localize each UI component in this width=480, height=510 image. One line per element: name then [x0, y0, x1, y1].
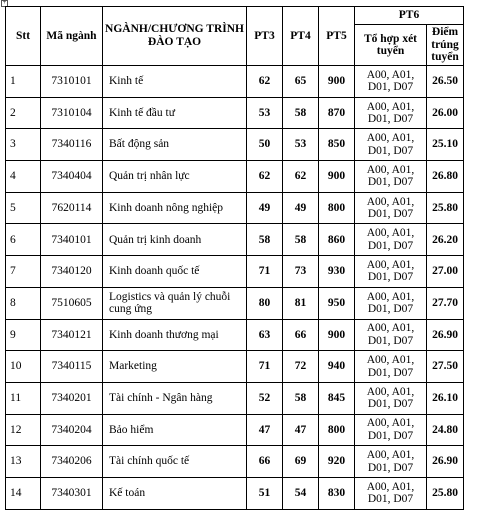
table-row — [6, 287, 464, 319]
row-program — [103, 192, 247, 224]
row-pt3: 49 — [247, 192, 283, 224]
header-combination-line1: Tổ hợp xét — [363, 32, 417, 45]
header-pt5: PT5 — [319, 7, 355, 66]
header-program — [103, 7, 247, 66]
row-pt4: 73 — [283, 256, 319, 288]
row-combination-line1: A00, A01, — [366, 132, 415, 145]
row-stt: 5 — [6, 192, 41, 224]
table-row — [6, 161, 464, 193]
row-combination-line2: D01, D07 — [367, 271, 414, 284]
row-combination-line2: D01, D07 — [367, 493, 414, 506]
row-pt4: 58 — [283, 224, 319, 256]
row-score: 25.80 — [427, 192, 464, 224]
row-pt4: 62 — [283, 161, 319, 193]
row-stt: 12 — [6, 414, 41, 446]
row-combination — [355, 382, 427, 414]
row-code: 7340206 — [41, 446, 103, 478]
row-pt4: 53 — [283, 129, 319, 161]
row-program — [103, 446, 247, 478]
row-program-line1: Marketing — [109, 360, 157, 373]
row-score: 26.80 — [427, 161, 464, 193]
row-pt3: 53 — [247, 97, 283, 129]
row-pt3: 71 — [247, 256, 283, 288]
row-program — [103, 382, 247, 414]
row-score: 25.10 — [427, 129, 464, 161]
header-stt: Stt — [6, 7, 41, 66]
row-program-line1: Kinh doanh quốc tế — [109, 265, 200, 278]
header-score-line2: trúng — [431, 38, 459, 51]
row-combination-line1: A00, A01, — [366, 68, 415, 81]
row-combination — [355, 97, 427, 129]
row-pt4: 72 — [283, 351, 319, 383]
row-pt4: 69 — [283, 446, 319, 478]
row-program-line1: Bất động sản — [109, 138, 170, 151]
table-row — [6, 192, 464, 224]
table-row — [6, 97, 464, 129]
row-pt5: 930 — [319, 256, 355, 288]
header-score-line3: tuyển — [431, 51, 459, 64]
row-pt4: 47 — [283, 414, 319, 446]
row-score: 27.70 — [427, 287, 464, 319]
row-program — [103, 351, 247, 383]
table-row — [6, 446, 464, 478]
row-stt: 1 — [6, 66, 41, 98]
row-code: 7340101 — [41, 224, 103, 256]
table-row — [6, 477, 464, 509]
row-score: 25.80 — [427, 477, 464, 509]
row-combination-line2: D01, D07 — [367, 429, 414, 442]
row-pt3: 66 — [247, 446, 283, 478]
row-program — [103, 287, 247, 319]
row-program-line1: Quản trị kinh doanh — [109, 233, 202, 246]
row-stt: 8 — [6, 287, 41, 319]
row-combination-line2: D01, D07 — [367, 334, 414, 347]
row-program — [103, 129, 247, 161]
header-program-line2: ĐÀO TẠO — [147, 36, 202, 48]
table-row — [6, 129, 464, 161]
row-pt3: 47 — [247, 414, 283, 446]
row-combination — [355, 446, 427, 478]
row-pt3: 50 — [247, 129, 283, 161]
row-code: 7340121 — [41, 319, 103, 351]
row-combination-line2: D01, D07 — [367, 144, 414, 157]
row-stt: 11 — [6, 382, 41, 414]
row-combination — [355, 161, 427, 193]
row-pt3: 80 — [247, 287, 283, 319]
row-program-line1: Kinh doanh nông nghiệp — [109, 201, 224, 214]
row-pt5: 920 — [319, 446, 355, 478]
row-combination-line2: D01, D07 — [367, 113, 414, 126]
row-score: 26.50 — [427, 66, 464, 98]
row-combination — [355, 66, 427, 98]
row-combination-line1: A00, A01, — [366, 290, 415, 303]
row-code: 7310104 — [41, 97, 103, 129]
row-combination-line1: A00, A01, — [366, 258, 415, 271]
row-program — [103, 319, 247, 351]
row-combination-line2: D01, D07 — [367, 366, 414, 379]
row-pt5: 845 — [319, 382, 355, 414]
row-program — [103, 414, 247, 446]
row-code: 7340201 — [41, 382, 103, 414]
header-combination-line2: tuyển — [376, 45, 405, 57]
row-program-line1: Kinh tế — [109, 75, 144, 88]
row-pt4: 66 — [283, 319, 319, 351]
table-move-handle-icon[interactable]: + — [2, 0, 7, 6]
row-pt3: 52 — [247, 382, 283, 414]
row-combination — [355, 477, 427, 509]
row-program-line1: Tài chính - Ngân hàng — [109, 391, 213, 404]
row-combination-line1: A00, A01, — [366, 385, 415, 398]
row-pt5: 870 — [319, 97, 355, 129]
row-program — [103, 97, 247, 129]
row-program — [103, 224, 247, 256]
row-score: 26.90 — [427, 446, 464, 478]
row-pt4: 58 — [283, 382, 319, 414]
row-combination-line1: A00, A01, — [366, 163, 415, 176]
row-score: 24.80 — [427, 414, 464, 446]
row-score: 27.50 — [427, 351, 464, 383]
row-combination-line2: D01, D07 — [367, 461, 414, 474]
row-pt4: 54 — [283, 477, 319, 509]
row-stt: 3 — [6, 129, 41, 161]
row-combination — [355, 414, 427, 446]
row-stt: 7 — [6, 256, 41, 288]
row-stt: 2 — [6, 97, 41, 129]
row-pt4: 65 — [283, 66, 319, 98]
header-program-line1: NGÀNH/CHƯƠNG TRÌNH — [105, 23, 244, 35]
row-pt5: 900 — [319, 319, 355, 351]
row-pt5: 800 — [319, 414, 355, 446]
row-combination-line1: A00, A01, — [366, 322, 415, 335]
row-combination-line1: A00, A01, — [366, 195, 415, 208]
row-score: 26.00 — [427, 97, 464, 129]
row-combination-line1: A00, A01, — [366, 354, 415, 367]
header-pt4: PT4 — [283, 7, 319, 66]
row-pt3: 51 — [247, 477, 283, 509]
row-combination-line1: A00, A01, — [366, 100, 415, 113]
table-row — [6, 256, 464, 288]
row-program-line2: cung ứng — [109, 303, 152, 316]
row-combination — [355, 256, 427, 288]
row-code: 7340115 — [41, 351, 103, 383]
row-code: 7340120 — [41, 256, 103, 288]
row-combination-line1: A00, A01, — [366, 449, 415, 462]
row-code: 7340404 — [41, 161, 103, 193]
row-score: 27.00 — [427, 256, 464, 288]
table-row — [6, 414, 464, 446]
row-program — [103, 161, 247, 193]
row-pt4: 49 — [283, 192, 319, 224]
row-score: 26.90 — [427, 319, 464, 351]
row-pt5: 800 — [319, 192, 355, 224]
header-code: Mã ngành — [41, 7, 103, 66]
row-combination — [355, 224, 427, 256]
row-combination-line1: A00, A01, — [366, 480, 415, 493]
row-program-line1: Kinh tế đầu tư — [109, 106, 175, 119]
table-body — [6, 66, 464, 510]
header-pt6: PT6 — [355, 7, 464, 25]
header-score — [427, 25, 464, 66]
row-stt: 6 — [6, 224, 41, 256]
row-combination-line1: A00, A01, — [366, 227, 415, 240]
row-program — [103, 477, 247, 509]
row-score: 26.20 — [427, 224, 464, 256]
row-pt4: 81 — [283, 287, 319, 319]
row-pt3: 71 — [247, 351, 283, 383]
table-row — [6, 224, 464, 256]
header-combination — [355, 25, 427, 66]
row-pt3: 62 — [247, 161, 283, 193]
row-combination-line2: D01, D07 — [367, 303, 414, 316]
row-pt5: 860 — [319, 224, 355, 256]
row-pt3: 62 — [247, 66, 283, 98]
row-combination — [355, 351, 427, 383]
row-combination-line2: D01, D07 — [367, 81, 414, 94]
row-stt: 4 — [6, 161, 41, 193]
row-combination-line2: D01, D07 — [367, 208, 414, 221]
row-combination — [355, 287, 427, 319]
header-score-line1: Điểm — [431, 26, 459, 39]
row-score: 26.10 — [427, 382, 464, 414]
row-code: 7510605 — [41, 287, 103, 319]
row-pt3: 58 — [247, 224, 283, 256]
row-combination-line2: D01, D07 — [367, 239, 414, 252]
row-stt: 9 — [6, 319, 41, 351]
row-pt5: 830 — [319, 477, 355, 509]
row-program-line1: Tài chính quốc tế — [109, 455, 190, 468]
table-row — [6, 351, 464, 383]
row-program-line1: Bảo hiểm — [109, 423, 154, 436]
row-combination — [355, 129, 427, 161]
table-row — [6, 382, 464, 414]
row-combination — [355, 319, 427, 351]
row-combination-line2: D01, D07 — [367, 398, 414, 411]
row-combination-line2: D01, D07 — [367, 176, 414, 189]
admission-table — [5, 6, 464, 510]
table-row — [6, 319, 464, 351]
table-header — [6, 7, 464, 66]
row-program-line1: Logistics và quản lý chuỗi — [109, 290, 231, 303]
row-code: 7340116 — [41, 129, 103, 161]
header-pt3: PT3 — [247, 7, 283, 66]
row-pt3: 63 — [247, 319, 283, 351]
row-program-line1: Kế toán — [109, 487, 146, 500]
row-pt4: 58 — [283, 97, 319, 129]
table-row — [6, 66, 464, 98]
row-combination — [355, 192, 427, 224]
row-stt: 13 — [6, 446, 41, 478]
row-program — [103, 66, 247, 98]
row-pt5: 940 — [319, 351, 355, 383]
row-stt: 10 — [6, 351, 41, 383]
row-pt5: 950 — [319, 287, 355, 319]
row-pt5: 850 — [319, 129, 355, 161]
row-program-line1: Kinh doanh thương mại — [109, 328, 219, 341]
row-combination-line1: A00, A01, — [366, 417, 415, 430]
row-pt5: 900 — [319, 66, 355, 98]
row-code: 7340301 — [41, 477, 103, 509]
row-program — [103, 256, 247, 288]
row-code: 7310101 — [41, 66, 103, 98]
row-program-line1: Quản trị nhân lực — [109, 170, 190, 183]
row-code: 7340204 — [41, 414, 103, 446]
row-code: 7620114 — [41, 192, 103, 224]
row-stt: 14 — [6, 477, 41, 509]
row-pt5: 900 — [319, 161, 355, 193]
